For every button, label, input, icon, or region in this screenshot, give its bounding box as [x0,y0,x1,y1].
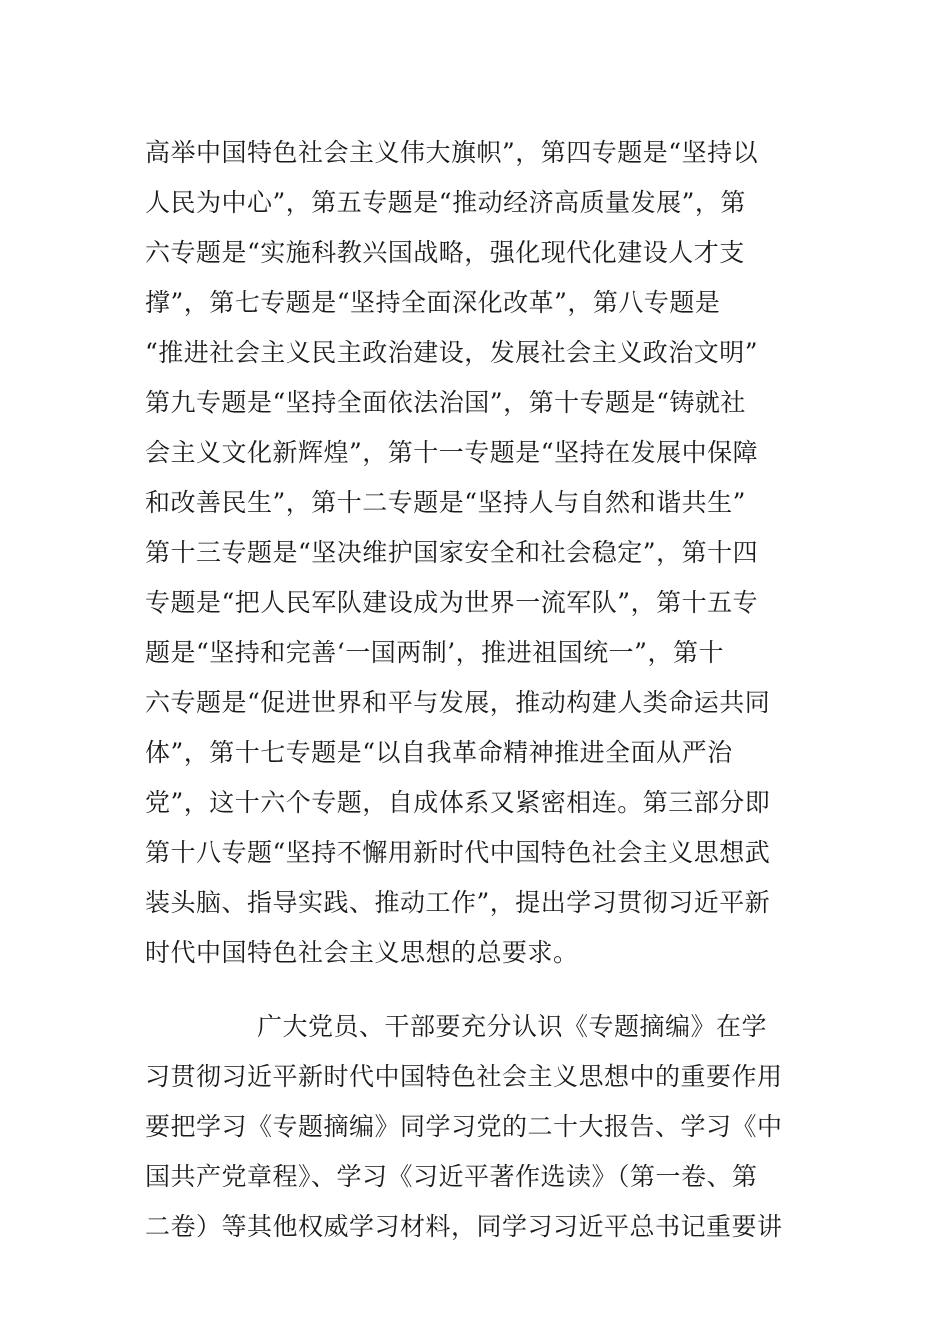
text-line: 广大党员、干部要充分认识《专题摘编》在学 [257,1012,768,1041]
text-line: 装头脑、指导实践、推动工作”，提出学习贯彻习近平新 [145,888,771,917]
text-line: 专题是“把人民军队建设成为世界一流军队”，第十五专 [145,588,759,617]
text-line: 高举中国特色社会主义伟大旗帜”，第四专题是“坚持以 [145,138,759,167]
text-line: 第十三专题是“坚决维护国家安全和社会稳定”，第十四 [145,538,759,567]
document-body [145,128,810,1252]
text-line: 要把学习《专题摘编》同学习党的二十大报告、学习《中 [145,1112,783,1141]
paragraph-1 [145,128,810,978]
text-line: 人民为中心”，第五专题是“推动经济高质量发展”，第 [145,188,746,217]
text-line: 二卷）等其他权威学习材料，同学习习近平总书记重要讲 [145,1212,783,1241]
text-line: “推进社会主义民主政治建设，发展社会主义政治文明” [145,338,759,367]
text-line: 题是“坚持和完善‘一国两制’，推进祖国统一”，第十 [145,638,724,667]
text-line: 第九专题是“坚持全面依法治国”，第十专题是“铸就社 [145,388,746,417]
text-line: 党”，这十六个专题，自成体系又紧密相连。第三部分即 [145,788,771,817]
text-line: 第十八专题“坚持不懈用新时代中国特色社会主义思想武 [145,838,771,867]
text-line: 撑”，第七专题是“坚持全面深化改革”，第八专题是 [145,288,721,317]
text-line: 和改善民生”，第十二专题是“坚持人与自然和谐共生” [145,488,746,517]
text-line: 体”，第十七专题是“以自我革命精神推进全面从严治 [145,738,733,767]
text-line: 习贯彻习近平新时代中国特色社会主义思想中的重要作用 [145,1062,783,1091]
text-line: 六专题是“促进世界和平与发展，推动构建人类命运共同 [145,688,771,717]
text-line: 时代中国特色社会主义思想的总要求。 [145,938,579,967]
text-line: 六专题是“实施科教兴国战略，强化现代化建设人才支 [145,238,745,267]
paragraph-2 [145,1002,810,1252]
text-line: 国共产党章程》、学习《习近平著作选读》（第一卷、第 [145,1162,758,1191]
text-line: 会主义文化新辉煌”，第十一专题是“坚持在发展中保障 [145,438,759,467]
